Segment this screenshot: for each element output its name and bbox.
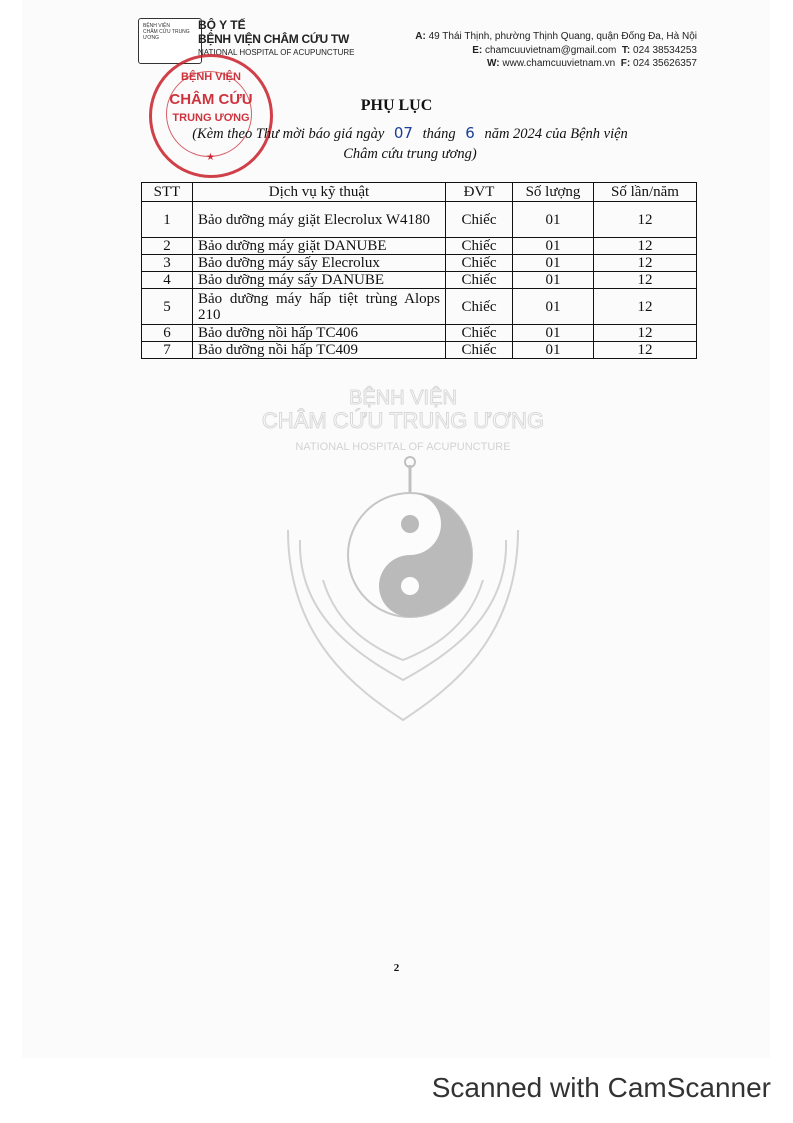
table-row: 4 Bảo dưỡng máy sấy DANUBE Chiếc 01 12 (142, 272, 697, 289)
services-table (141, 182, 697, 359)
letterhead-name (198, 18, 354, 57)
handwritten-day: 07 (393, 124, 413, 142)
watermark-line-2: CHÂM CỨU TRUNG ƯƠNG (261, 408, 545, 433)
email-phone-line: E: chamcuuvietnam@gmail.com T: 024 38534253 (472, 44, 697, 56)
col-stt: STT (142, 183, 193, 202)
hospital-name-en: NATIONAL HOSPITAL OF ACUPUNCTURE (198, 48, 355, 57)
page-title: PHỤ LỤC (360, 97, 433, 114)
table-row: 7 Bảo dưỡng nồi hấp TC409 Chiếc 01 12 (142, 342, 697, 359)
page-number: 2 (393, 962, 400, 974)
hospital-watermark (228, 380, 578, 730)
watermark-line-1: BỆNH VIỆN (349, 387, 457, 409)
yin-yang-icon (348, 457, 472, 617)
col-unit: ĐVT (446, 183, 513, 202)
table-row: 3 Bảo dưỡng máy sấy Elecrolux Chiếc 01 12 (142, 255, 697, 272)
scanner-footer: Scanned with CamScanner (431, 1072, 771, 1103)
address-line: A: 49 Thái Thịnh, phường Thịnh Quang, quận Đống Đa, Hà Nội (415, 31, 697, 42)
col-service: Dịch vụ kỹ thuật (193, 183, 446, 202)
table-row: 1 Bảo dưỡng máy giặt Elecrolux W4180 Chiếc 01 12 (142, 202, 697, 238)
hospital-name: BỆNH VIỆN CHÂM CỨU TW (198, 32, 349, 46)
stamp-line-1: BỆNH VIỆN (181, 71, 241, 83)
stamp-line-3: TRUNG ƯƠNG (172, 112, 250, 124)
logo-text: BỆNH VIỆN CHÂM CỨU TRUNG ƯƠNG (143, 23, 190, 41)
letterhead-contact (415, 30, 697, 71)
col-quantity: Số lượng (513, 183, 594, 202)
ministry-name: BỘ Y TẾ (198, 18, 246, 32)
table-header-row (142, 183, 697, 202)
col-frequency: Số lần/năm (594, 183, 697, 202)
page-subtitle: (Kèm theo Thư mời báo giá ngày 07 tháng 6 năm 2024 của Bệnh viện Châm cứu trung ương) (192, 124, 628, 162)
web-fax-line: W: www.chamcuuvietnam.vn F: 024 35626357 (487, 58, 697, 69)
handwritten-month: 6 (465, 124, 475, 142)
table-row: 5 Bảo dưỡng máy hấp tiệt trùng Alops 210 Chiếc 01 12 (142, 289, 697, 325)
subtitle-line-2: Châm cứu trung ương) (343, 146, 477, 162)
stamp-star-icon: ★ (206, 152, 215, 163)
stamp-line-2: CHÂM CỨU (169, 91, 253, 108)
table-row: 6 Bảo dưỡng nồi hấp TC406 Chiếc 01 12 (142, 325, 697, 342)
table-row: 2 Bảo dưỡng máy giặt DANUBE Chiếc 01 12 (142, 238, 697, 255)
watermark-line-3: NATIONAL HOSPITAL OF ACUPUNCTURE (295, 441, 511, 453)
